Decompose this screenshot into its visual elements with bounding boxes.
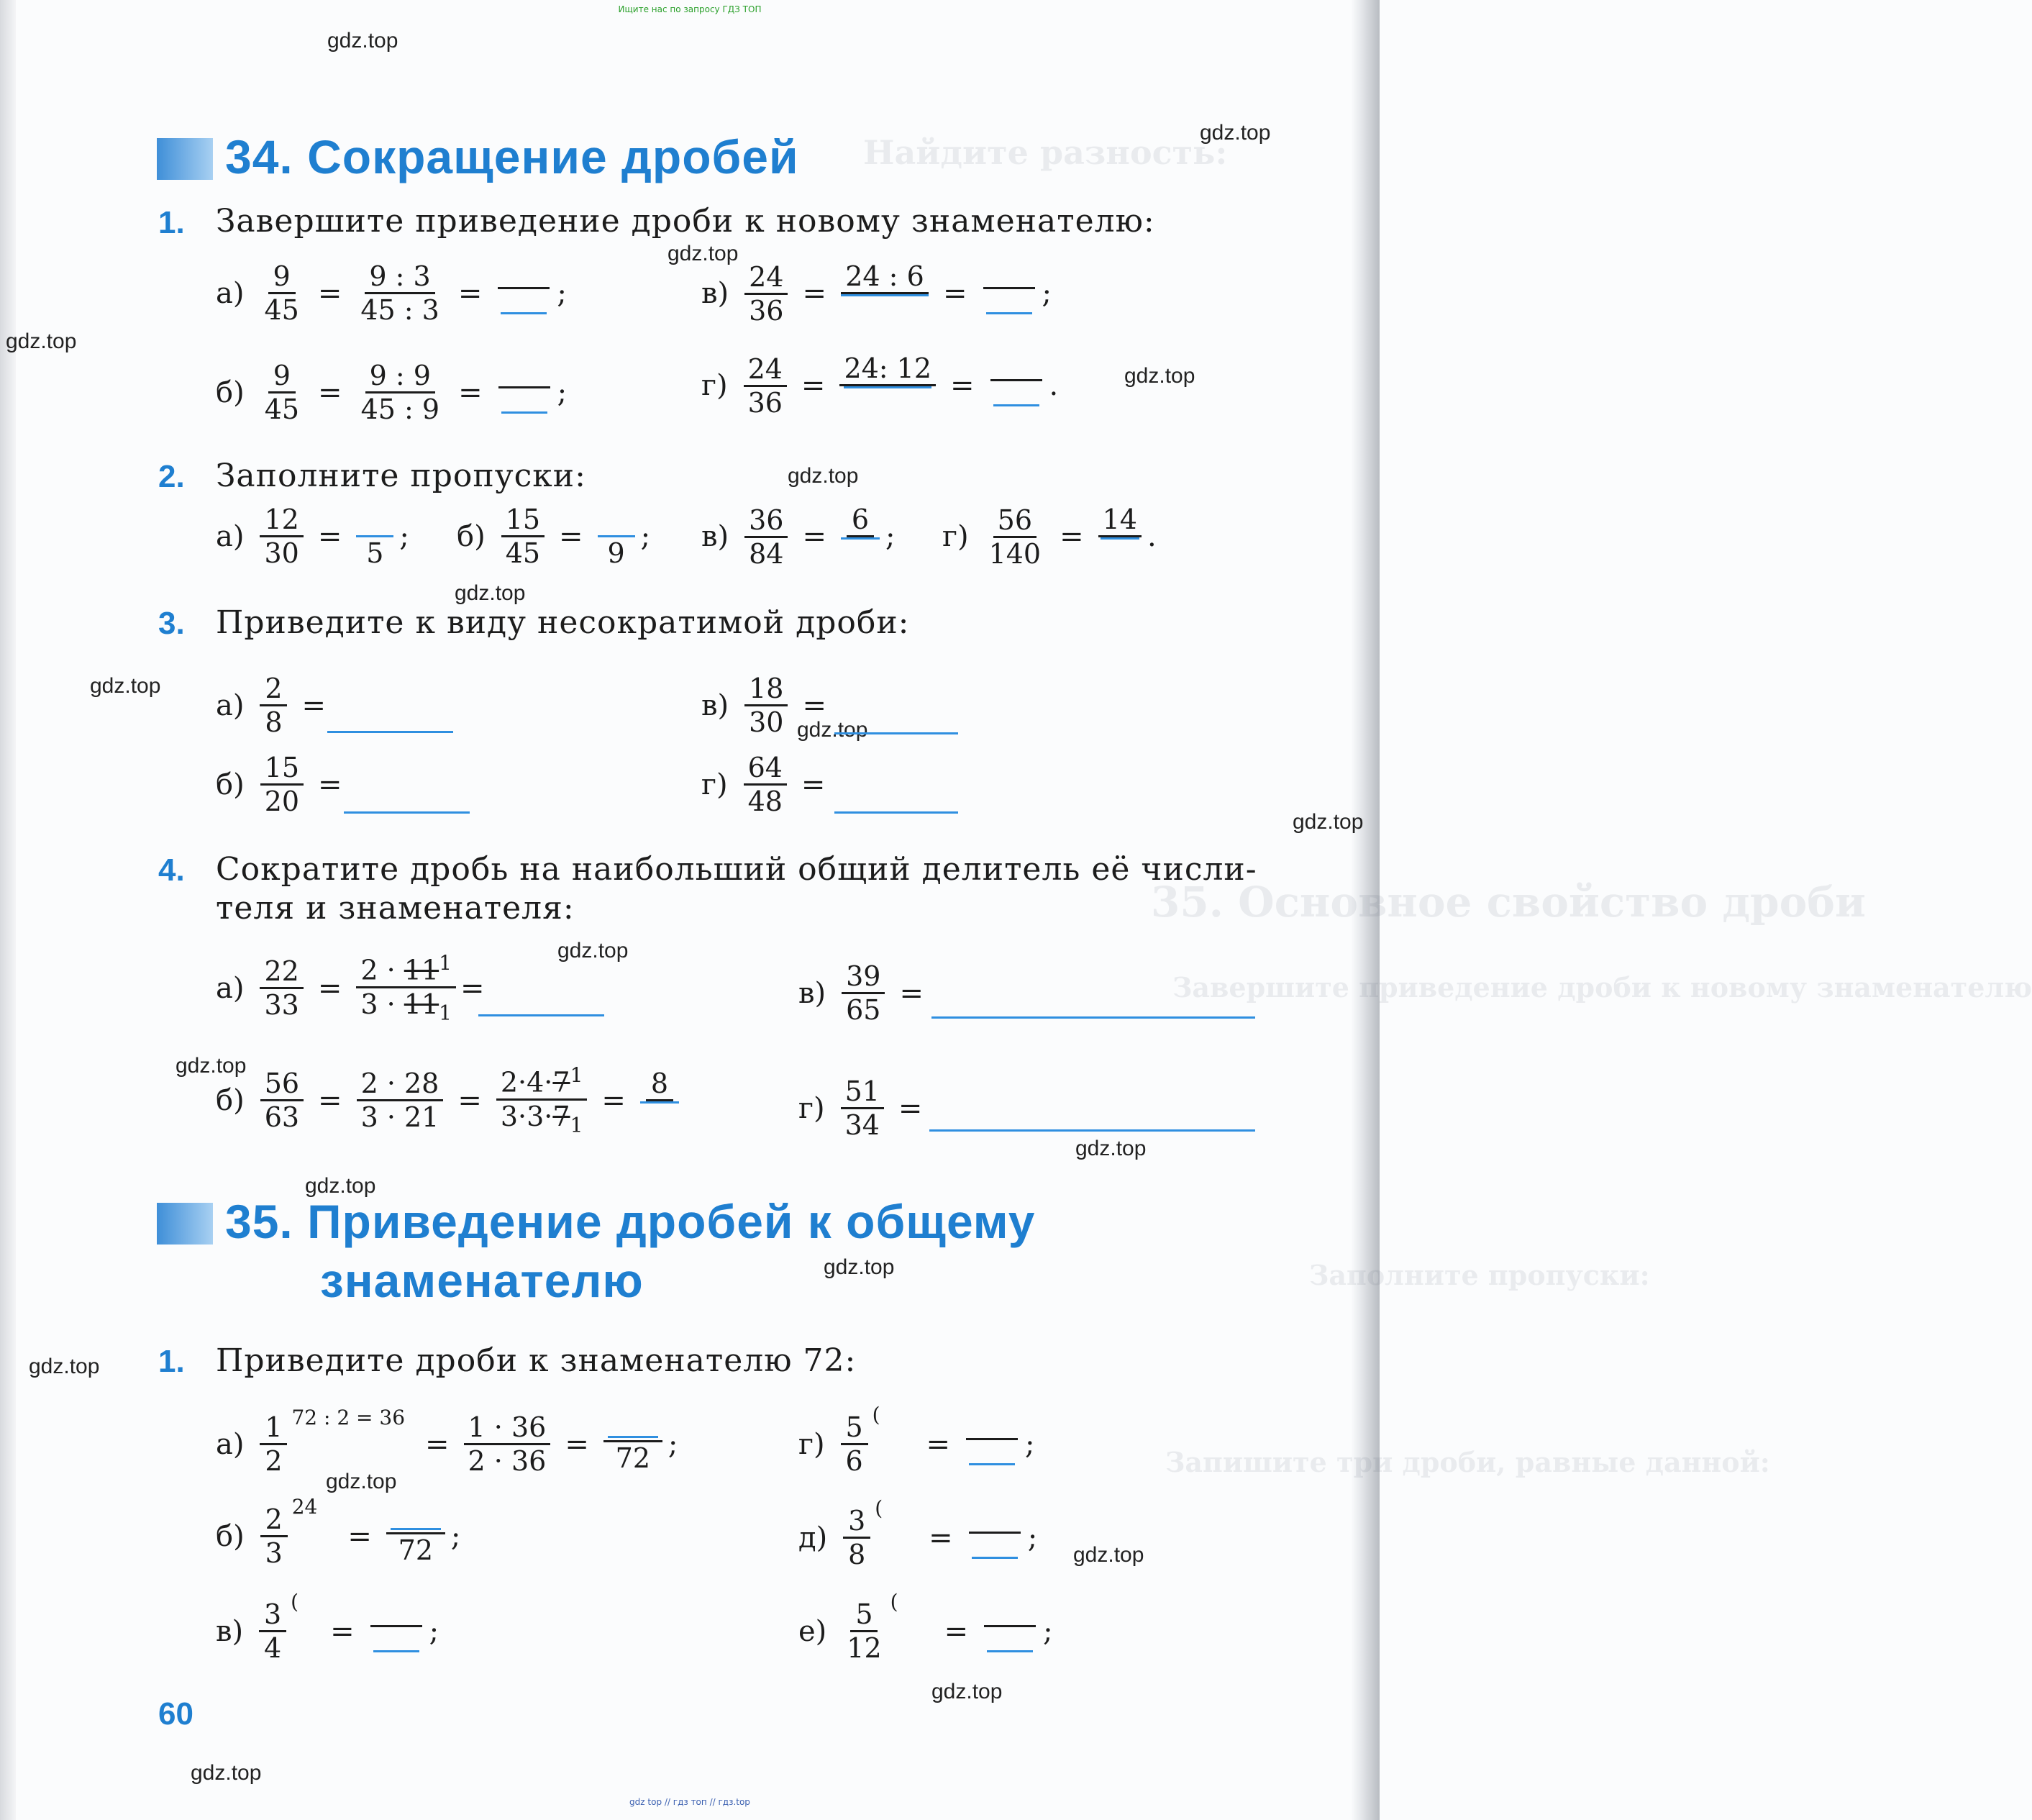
page-left-edge	[0, 0, 16, 1820]
exercise-1v: в) $\frac{24}{36}$ = 24 : 6 = ;	[701, 260, 1052, 327]
multiplier: 72 : 2 = 36	[291, 1406, 406, 1429]
fraction: $\frac{2 \cdot 28}{3 \cdot 21}$	[357, 1068, 444, 1133]
section-title: знаменателю	[320, 1254, 644, 1307]
task-text: Сократите дробь на наибольший общий делитель её числи-	[216, 851, 1257, 888]
watermark: gdz.top	[327, 29, 398, 53]
fraction: $\frac{56}{63}$	[260, 1068, 304, 1133]
answer-fraction[interactable]: 8	[640, 1068, 679, 1134]
fraction: $\frac{5}{12}$	[847, 1598, 882, 1664]
watermark: gdz.top	[326, 1470, 397, 1493]
exercise-35-1v: в) $\frac{3}{4}$ ( = ;	[216, 1590, 439, 1664]
answer-blank[interactable]	[984, 1611, 1036, 1652]
watermark: gdz.top	[824, 1255, 895, 1279]
watermark: gdz.top	[90, 674, 161, 698]
exercise-35-1g: г) $\frac{5}{6}$ ( = ;	[798, 1403, 1035, 1477]
exercise-1a: а) $\frac{9}{45}$ = $\frac{9 : 3}{45 : 3}$ = ;	[216, 260, 567, 326]
answer-fraction[interactable]: 14	[1098, 504, 1142, 570]
fraction: $\frac{2 \cdot 11^1}{3 \cdot 11_1}$	[356, 951, 456, 1025]
answer-fraction[interactable]: 72	[386, 1507, 445, 1566]
exercise-3v: в) $\frac{18}{30}$ =	[701, 673, 826, 738]
fraction: $\frac{1 \cdot 36}{2 \cdot 36}$	[464, 1411, 551, 1477]
exercise-3b: б) $\frac{15}{20}$ =	[216, 752, 342, 817]
watermark: gdz.top	[797, 718, 868, 742]
watermark: gdz.top	[1200, 121, 1271, 145]
exercise-35-1b: б) $\frac{2}{3}$ 24 = 72 ;	[216, 1495, 461, 1569]
watermark: gdz.top	[305, 1174, 376, 1198]
fraction: $\frac{51}{34}$	[841, 1075, 884, 1141]
answer-blank[interactable]	[969, 1517, 1021, 1559]
task-number: 1.	[158, 205, 185, 240]
watermark: gdz.top	[931, 1680, 1003, 1703]
fraction: $\frac{1}{2}$	[260, 1411, 287, 1477]
page-number: 60	[158, 1696, 193, 1732]
answer-blank[interactable]	[990, 365, 1042, 406]
exercise-4v: в) $\frac{39}{65}$ =	[798, 960, 924, 1026]
watermark: gdz.top	[191, 1761, 262, 1785]
fraction: $\frac{56}{140}$	[988, 504, 1042, 570]
watermark: gdz.top	[455, 581, 526, 605]
section-marker	[157, 138, 213, 180]
task-text: Заполните пропуски:	[216, 458, 586, 494]
task-number: 2.	[158, 459, 185, 494]
exercise-4g: г) $\frac{51}{34}$ =	[798, 1075, 923, 1141]
fraction: $\frac{5}{6}$	[841, 1411, 868, 1477]
answer-line[interactable]	[929, 1129, 1255, 1132]
bottom-banner[interactable]: gdz top // гдз топ // гдз.top	[629, 1797, 750, 1807]
task-text: Приведите дроби к знаменателю 72:	[216, 1342, 857, 1379]
answer-line[interactable]	[834, 732, 958, 734]
watermark: gdz.top	[29, 1355, 100, 1378]
watermark: gdz.top	[557, 939, 629, 963]
fraction: $\frac{12}{30}$	[260, 504, 303, 569]
exercise-1b: б) $\frac{9}{45}$ = $\frac{9 : 9}{45 : 9}$ = ;	[216, 360, 568, 425]
section-title: 35. Приведение дробей к общему	[225, 1195, 1036, 1248]
exercise-2a: а) $\frac{12}{30}$ = 5 ;	[216, 504, 409, 569]
exercise-2v: в) $\frac{36}{84}$ = 6 ;	[701, 504, 896, 570]
fraction: 24 : 6	[841, 260, 929, 327]
answer-line[interactable]	[327, 731, 453, 733]
exercise-2b: б) $\frac{15}{45}$ = 9 ;	[457, 504, 651, 569]
bleed-text: Завершите приведение дроби к новому знаменателю	[1172, 971, 2032, 1004]
watermark: gdz.top	[1075, 1137, 1147, 1160]
answer-fraction[interactable]: 6	[841, 504, 880, 570]
fraction: $\frac{2\cdot 4\cdot 7^1}{3\cdot 3\cdot 7_1}$	[496, 1063, 588, 1137]
exercise-3a: а) $\frac{2}{8}$ =	[216, 673, 326, 738]
section-title: 34. Сокращение дробей	[225, 130, 799, 183]
answer-line[interactable]	[478, 1014, 604, 1016]
fraction: $\frac{2}{3}$	[260, 1503, 288, 1569]
fraction: $\frac{9 : 3}{45 : 3}$	[360, 260, 439, 326]
exercise-2g: г) $\frac{56}{140}$ = 14 .	[942, 504, 1157, 570]
exercise-4b: б) $\frac{56}{63}$ = $\frac{2 \cdot 28}{3 \cdot 21}$ = $\frac{2\cdot 4\cdot 7^1}{3\cdot 3\cdot 7_1}$ = 8	[216, 1063, 683, 1137]
fraction: $\frac{24}{36}$	[744, 353, 787, 419]
task-text: теля и знаменателя:	[216, 890, 575, 927]
fraction: $\frac{15}{20}$	[260, 752, 304, 817]
fraction: $\frac{9}{45}$	[264, 260, 299, 326]
top-banner[interactable]: Ищите нас по запросу ГДЗ ТОП	[618, 4, 762, 14]
answer-blank[interactable]	[498, 372, 550, 414]
watermark: gdz.top	[1293, 810, 1364, 834]
fraction: $\frac{18}{30}$	[744, 673, 788, 738]
multiplier: 24	[291, 1495, 318, 1519]
exercise-1g: г) $\frac{24}{36}$ = 24: 12 = .	[701, 352, 1059, 419]
answer-line[interactable]	[834, 811, 958, 814]
answer-blank[interactable]	[983, 273, 1035, 314]
bleed-text: Заполните пропуски:	[1309, 1259, 1650, 1291]
task-text: Приведите к виду несократимой дроби:	[216, 604, 910, 641]
watermark: gdz.top	[1124, 364, 1195, 388]
task-number: 1.	[158, 1344, 185, 1379]
exercise-35-1d: д) $\frac{3}{8}$ ( = ;	[798, 1496, 1038, 1570]
exercise-3g: г) $\frac{64}{48}$ =	[701, 752, 826, 817]
fraction: $\frac{24}{36}$	[744, 261, 788, 327]
watermark: gdz.top	[788, 464, 859, 488]
answer-blank[interactable]	[498, 273, 550, 314]
answer-fraction[interactable]: 5	[356, 504, 393, 569]
fraction: $\frac{15}{45}$	[501, 504, 545, 569]
exercise-35-1e: е) $\frac{5}{12}$ ( = ;	[798, 1590, 1053, 1664]
fraction: $\frac{22}{33}$	[260, 955, 303, 1021]
fraction: 24: 12	[839, 352, 936, 419]
watermark: gdz.top	[176, 1054, 247, 1078]
fraction: $\frac{2}{8}$	[260, 673, 287, 738]
bleed-text: 35. Основное свойство дроби	[1151, 878, 1866, 927]
answer-blank[interactable]	[966, 1424, 1018, 1465]
answer-line[interactable]	[931, 1016, 1255, 1019]
watermark: gdz.top	[668, 242, 739, 265]
exercise-4a: а) $\frac{22}{33}$ = $\frac{2 \cdot 11^1}{3 \cdot 11_1}$ =	[216, 951, 485, 1025]
section-marker	[157, 1203, 213, 1245]
task-number: 4.	[158, 852, 185, 888]
task-text: Завершите приведение дроби к новому знаменателю:	[216, 203, 1155, 240]
fraction: $\frac{9}{45}$	[264, 360, 300, 425]
fraction: $\frac{36}{84}$	[744, 504, 788, 570]
bleed-text: Запишите три дроби, равные данной:	[1165, 1446, 1770, 1478]
watermark: gdz.top	[1073, 1543, 1144, 1567]
fraction: $\frac{64}{48}$	[744, 752, 787, 817]
fraction: $\frac{39}{65}$	[842, 960, 885, 1026]
fraction: $\frac{9 : 9}{45 : 9}$	[360, 360, 440, 425]
exercise-35-1a: а) $\frac{1}{2}$ 72 : 2 = 36 = $\frac{1 \cdot 36}{2 \cdot 36}$ = 72 ;	[216, 1406, 678, 1477]
answer-fraction[interactable]: 72	[603, 1415, 662, 1474]
bleed-text: Найдите разность:	[863, 133, 1228, 172]
fraction: $\frac{3}{8}$	[843, 1505, 870, 1570]
task-number: 3.	[158, 606, 185, 641]
answer-line[interactable]	[344, 811, 470, 814]
answer-blank[interactable]	[370, 1611, 422, 1652]
answer-fraction[interactable]: 9	[598, 504, 635, 569]
watermark: gdz.top	[6, 329, 77, 353]
fraction: $\frac{3}{4}$	[259, 1598, 286, 1664]
